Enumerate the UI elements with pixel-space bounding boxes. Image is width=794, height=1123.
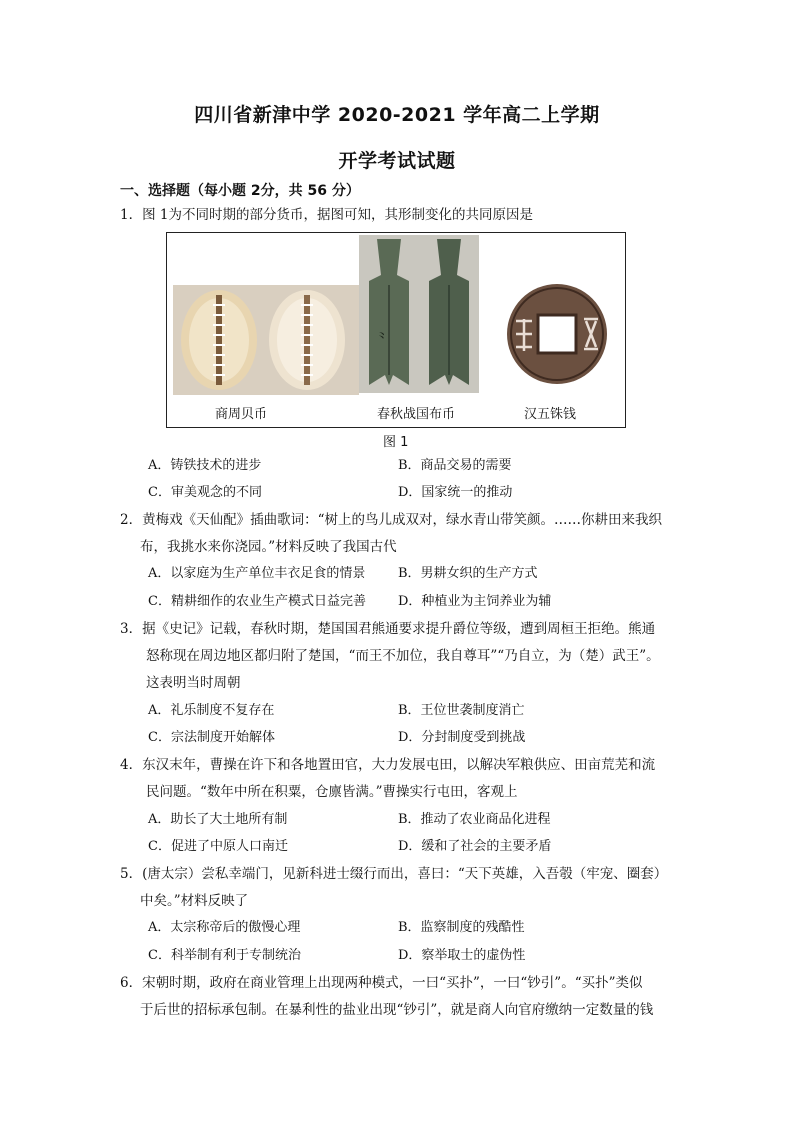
page-subtitle: 开学考试试题 [338, 150, 456, 172]
q6-line-1: 6．宋朝时期，政府在商业管理上出现两种模式，一曰“买扑”，一曰“钞引”。“买扑”类似 [120, 975, 643, 991]
q1-option-d: D．国家统一的推动 [398, 485, 513, 500]
svg-text:⺀: ⺀ [375, 331, 389, 347]
q5-option-b: B．监察制度的残酷性 [398, 920, 525, 935]
spade-coin-image [359, 235, 479, 393]
q2-line-1: 2．黄梅戏《天仙配》插曲歌词：“树上的鸟儿成双对，绿水青山带笑颜。……你耕田来我织 [120, 512, 662, 528]
q6-line-2: 于后世的招标承包制。在暴利性的盐业出现“钞引”，就是商人向官府缴纳一定数量的钱 [140, 1002, 654, 1018]
q3-option-c: C．宗法制度开始解体 [148, 730, 275, 745]
q5-option-c: C．科举制有利于专制统治 [148, 948, 301, 963]
q5-option-a: A．太宗称帝后的傲慢心理 [148, 920, 301, 935]
q1-option-b: B．商品交易的需要 [398, 458, 512, 473]
section-heading: 一、选择题（每小题 2分，共 56 分） [120, 183, 360, 199]
q4-option-a: A．助长了大土地所有制 [148, 812, 288, 827]
page-title: 四川省新津中学 2020-2021 学年高二上学期 [194, 104, 600, 126]
wuzhu-coin-image [502, 279, 612, 389]
caption-spade-coin: 春秋战国布币 [377, 407, 456, 422]
q5-line-1: 5．(唐太宗）尝私幸端门，见新科进士缀行而出，喜曰：“天下英雄，入吾彀（牢宠、圈套） [120, 866, 668, 882]
q3-option-a: A．礼乐制度不复存在 [148, 703, 275, 718]
q2-line-2: 布，我挑水来你浇园。”材料反映了我国古代 [140, 539, 397, 555]
q3-line-1: 3．据《史记》记载，春秋时期，楚国国君熊通要求提升爵位等级，遭到周桓王拒绝。熊通 [120, 621, 656, 637]
figure-label: 图 1 [383, 435, 409, 450]
shell-coin-image [173, 285, 359, 395]
q4-option-d: D．缓和了社会的主要矛盾 [398, 839, 552, 854]
q3-line-3: 这表明当时周朝 [146, 675, 241, 691]
q5-option-d: D．察举取士的虚伪性 [398, 948, 526, 963]
q3-line-2: 怒称现在周边地区都归附了楚国，“而王不加位，我自尊耳”“乃自立，为（楚）武王”。 [146, 648, 660, 664]
q2-option-d: D．种植业为主饲养业为辅 [398, 594, 552, 609]
q2-option-b: B．男耕女织的生产方式 [398, 566, 538, 581]
q4-option-b: B．推动了农业商品化进程 [398, 812, 551, 827]
q3-option-d: D．分封制度受到挑战 [398, 730, 526, 745]
q4-line-1: 4．东汉末年，曹操在许下和各地置田官，大力发展屯田，以解决军粮供应、田亩荒芜和流 [120, 757, 656, 773]
currency-figure [166, 232, 626, 428]
q1-option-c: C．审美观念的不同 [148, 485, 262, 500]
q4-option-c: C．促进了中原人口南迁 [148, 839, 288, 854]
caption-wuzhu-coin: 汉五铢钱 [524, 407, 577, 422]
q2-option-c: C．精耕细作的农业生产模式日益完善 [148, 594, 366, 609]
q4-line-2: 民问题。“数年中所在积粟，仓廪皆满。”曹操实行屯田，客观上 [146, 784, 518, 800]
q1-option-a: A．铸铁技术的进步 [148, 458, 262, 473]
caption-shell-coin: 商周贝币 [215, 407, 268, 422]
q1-stem: 1．图 1为不同时期的部分货币，据图可知，其形制变化的共同原因是 [120, 207, 533, 223]
q3-option-b: B．王位世袭制度消亡 [398, 703, 525, 718]
q2-option-a: A．以家庭为生产单位丰衣足食的情景 [148, 566, 366, 581]
q5-line-2: 中矣。”材料反映了 [140, 893, 249, 909]
